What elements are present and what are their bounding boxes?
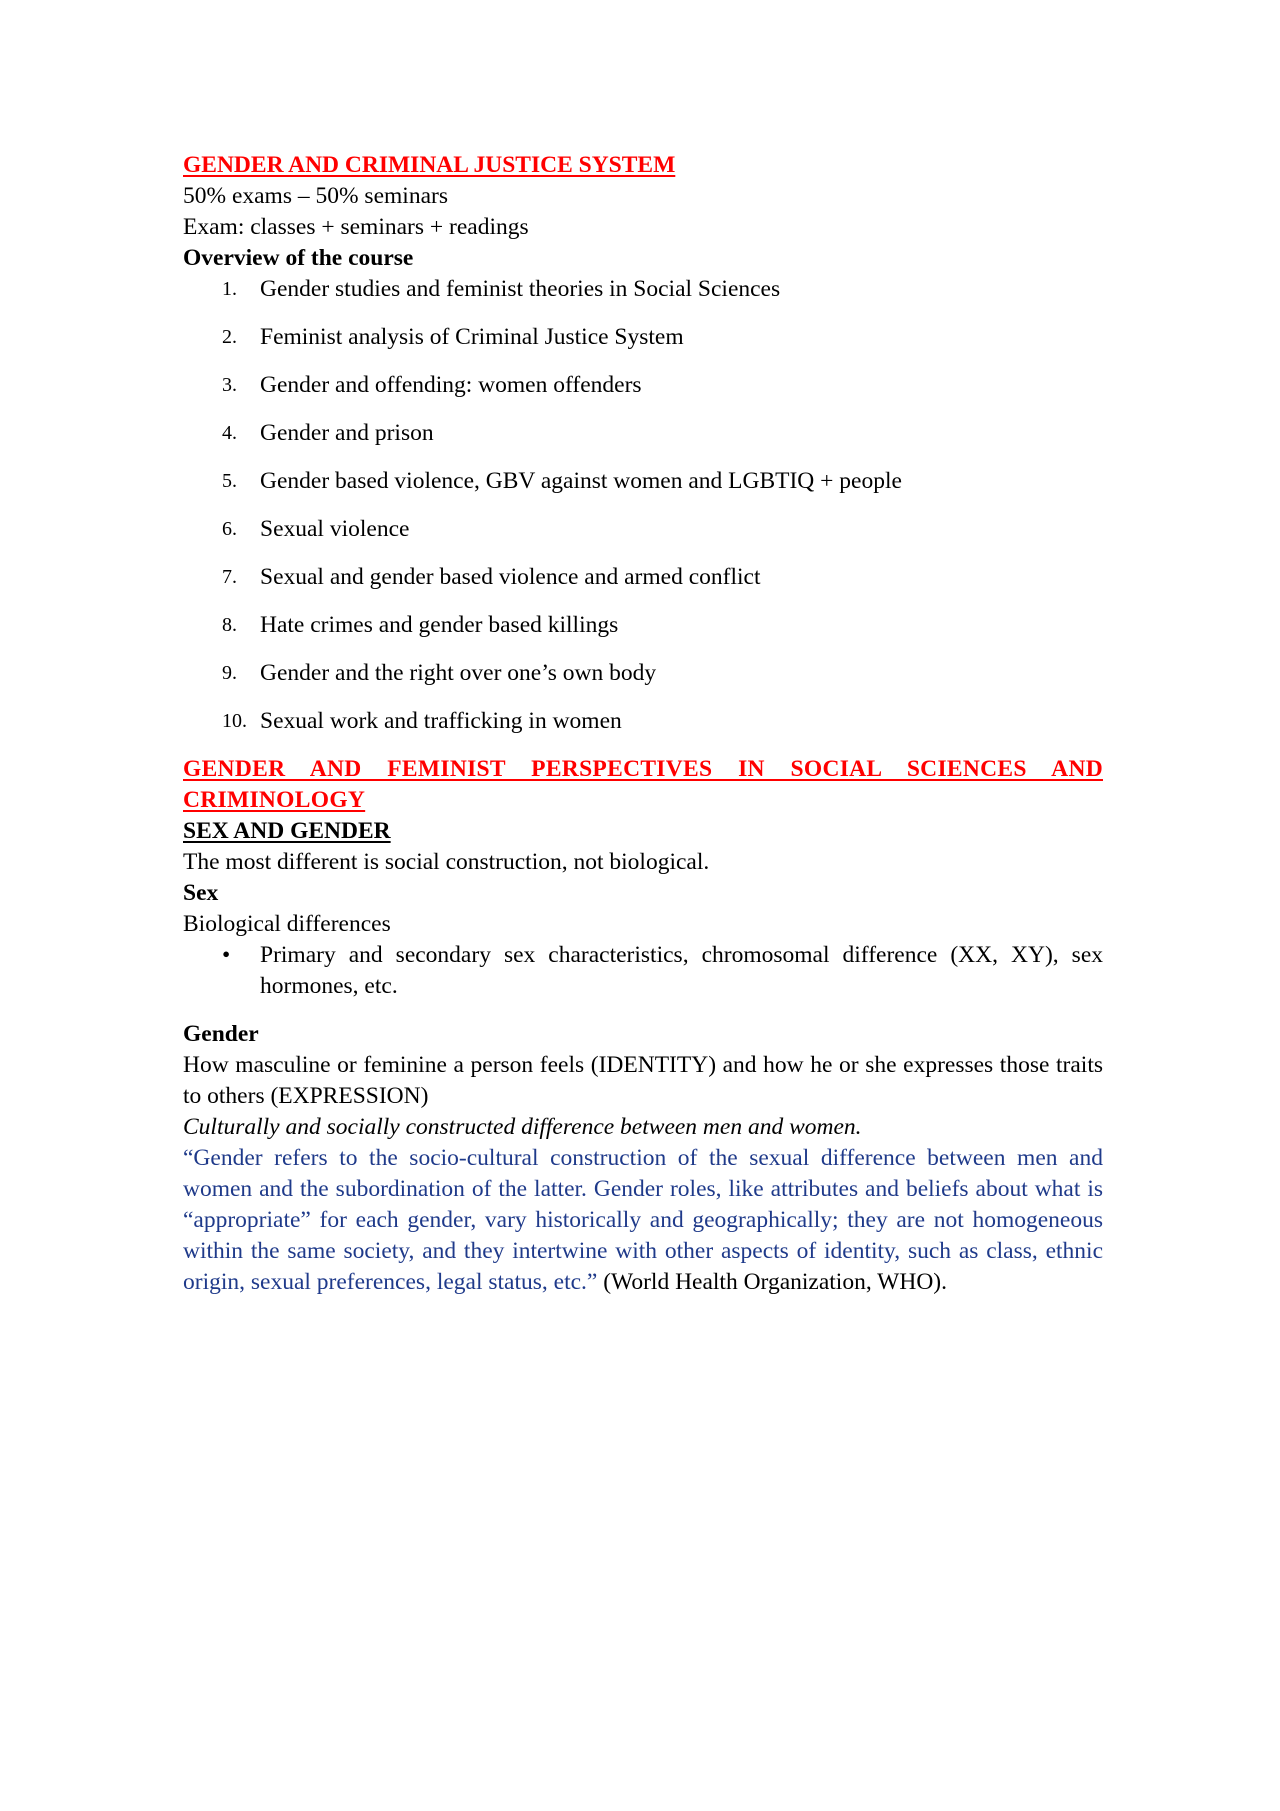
list-item-number: 8.	[222, 614, 237, 636]
list-item-text: Feminist analysis of Criminal Justice System	[260, 324, 684, 350]
gender-heading: Gender	[183, 1021, 259, 1047]
list-item-text: Gender studies and feminist theories in Social Sciences	[260, 276, 781, 302]
list-item-number: 5.	[222, 470, 237, 492]
who-quote: “Gender refers to the socio-cultural construction of the sexual difference between men and women and the subordination of the latter. Gender roles, like attributes and beliefs about what is “appropriate” for each gender, vary historically and geographically; they are not homogeneous within the same society, and they intertwine with other aspects of identity, such as class, ethnic origin, sexual preferences, legal status, etc.”	[183, 1145, 1103, 1295]
list-item-text: Sexual and gender based violence and armed conflict	[260, 564, 761, 590]
who-quote-paragraph	[183, 1143, 1103, 1298]
list-item	[183, 418, 1103, 449]
bullet-icon: •	[222, 942, 231, 968]
course-overview-list	[183, 274, 1103, 737]
list-item-number: 2.	[222, 326, 237, 348]
sex-description: Biological differences	[183, 911, 391, 937]
exam-line: Exam: classes + seminars + readings	[183, 214, 529, 240]
grading-line: 50% exams – 50% seminars	[183, 183, 448, 209]
list-item	[183, 706, 1103, 737]
list-item	[183, 466, 1103, 497]
section-heading-feminist-perspectives: GENDER AND FEMINIST PERSPECTIVES IN SOCIAL SCIENCES AND CRIMINOLOGY	[183, 756, 1103, 813]
list-item-text: Gender based violence, GBV against women and LGBTIQ + people	[260, 468, 902, 494]
sex-bullet-item	[183, 940, 1103, 1002]
gender-description: How masculine or feminine a person feels (IDENTITY) and how he or she expresses those traits to others (EXPRESSION)	[183, 1052, 1103, 1109]
list-item	[183, 514, 1103, 545]
list-item	[183, 274, 1103, 305]
list-item	[183, 322, 1103, 353]
sex-bullet-text: Primary and secondary sex characteristics, chromosomal difference (XX, XY), sex hormones, etc.	[260, 942, 1103, 999]
document-body	[183, 150, 1103, 1298]
list-item	[183, 658, 1103, 689]
list-item	[183, 562, 1103, 593]
sex-and-gender-heading: SEX AND GENDER	[183, 818, 391, 844]
list-item-number: 1.	[222, 278, 237, 300]
list-item-number: 6.	[222, 518, 237, 540]
list-item-number: 7.	[222, 566, 237, 588]
list-item-number: 10.	[222, 710, 247, 732]
who-attribution: (World Health Organization, WHO).	[597, 1269, 947, 1295]
list-item-text: Hate crimes and gender based killings	[260, 612, 619, 638]
list-item-number: 9.	[222, 662, 237, 684]
gender-definition-italic: Culturally and socially constructed difference between men and women.	[183, 1114, 862, 1140]
sex-and-gender-intro: The most different is social construction, not biological.	[183, 849, 710, 875]
list-item-text: Gender and prison	[260, 420, 434, 446]
list-item-text: Gender and the right over one’s own body	[260, 660, 657, 686]
sex-heading: Sex	[183, 880, 219, 906]
list-item-number: 4.	[222, 422, 237, 444]
overview-heading: Overview of the course	[183, 245, 414, 271]
list-item-text: Gender and offending: women offenders	[260, 372, 642, 398]
list-item	[183, 370, 1103, 401]
list-item-text: Sexual work and trafficking in women	[260, 708, 622, 734]
list-item	[183, 610, 1103, 641]
document-title: GENDER AND CRIMINAL JUSTICE SYSTEM	[183, 152, 676, 178]
list-item-text: Sexual violence	[260, 516, 410, 542]
list-item-number: 3.	[222, 374, 237, 396]
